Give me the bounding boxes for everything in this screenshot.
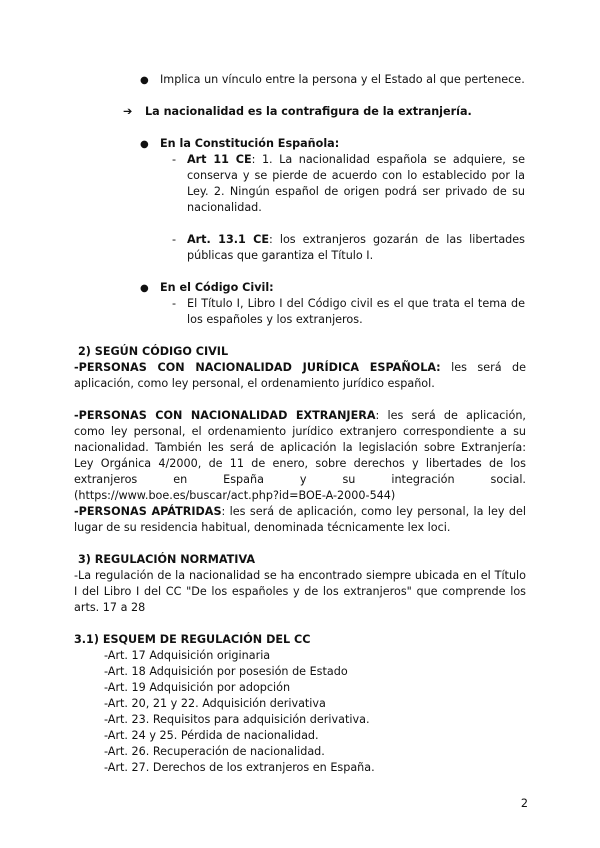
- section3-heading: 3) REGULACIÓN NORMATIVA: [78, 553, 256, 566]
- section31-heading: 3.1) ESQUEM DE REGULACIÓN DEL CC: [74, 633, 311, 646]
- list-item: -Art. 18 Adquisición por posesión de Estado: [104, 665, 348, 678]
- ce-heading: En la Constitución Española:: [160, 137, 340, 150]
- art13-text: : los extranjeros gozarán de las libertades públicas que garantiza el Título I.: [187, 233, 525, 262]
- section3-text: -La regulación de la nacionalidad se ha encontrado siempre ubicada en el Título I del Libro I del CC "De los españoles y de los extranjeros" que comprende los arts. 17 a 28: [74, 569, 526, 614]
- section2-p1: [74, 360, 526, 392]
- bullet-dot: ●: [140, 283, 149, 294]
- section2-heading: 2) SEGÚN CÓDIGO CIVIL: [78, 345, 229, 358]
- list-item: -Art. 20, 21 y 22. Adquisición derivativa: [104, 697, 326, 710]
- art13-paragraph: [187, 232, 525, 264]
- list-item: -Art. 17 Adquisición originaria: [104, 649, 271, 662]
- p1-label: -PERSONAS CON NACIONALIDAD JURÍDICA ESPAÑOLA:: [74, 361, 441, 374]
- p2-label: -PERSONAS CON NACIONALIDAD EXTRANJERA: [74, 409, 376, 422]
- list-item: -Art. 23. Requisitos para adquisición derivativa.: [104, 713, 370, 726]
- page-number: 2: [520, 797, 528, 810]
- list-item: -Art. 26. Recuperación de nacionalidad.: [104, 745, 325, 758]
- section2-p2: [74, 408, 526, 504]
- bullet-dot: ●: [140, 75, 149, 86]
- art11-label: Art 11 CE: [187, 153, 252, 166]
- dash-marker: -: [172, 153, 177, 166]
- art11-paragraph: [187, 152, 525, 216]
- cc-text: El Título I, Libro I del Código civil es el que trata el tema de los españoles y los extranjeros.: [187, 297, 525, 326]
- p3-label: -PERSONAS APÁTRIDAS: [74, 505, 222, 518]
- list-item: -Art. 24 y 25. Pérdida de nacionalidad.: [104, 729, 319, 742]
- section2-p3: [74, 504, 526, 536]
- dash-marker: -: [172, 297, 177, 310]
- p1-text: les será de aplicación, como ley personal, el ordenamiento jurídico español.: [74, 361, 527, 390]
- art11-text: : 1. La nacionalidad española se adquiere, se conserva y se pierde de acuerdo con lo establecido por la Ley. 2. Ningún español de origen podrá ser privado de su nacionalidad.: [187, 153, 525, 214]
- p3-text: : les será de aplicación, como ley personal, la ley del lugar de su residencia habitual, denominada técnicamente lex loci.: [74, 505, 527, 534]
- p2-text: : les será de aplicación, como ley personal, el ordenamiento jurídico extranjero correspondiente a su nacionalidad. También les será de aplicación la legislación sobre Extranjería: Ley Orgánica 4/2000, de 11 de enero, sobre derechos y libertades de los extranjeros en España y su integración social. (https://www.boe.es/buscar/act.php?id=BOE-A-2000-544): [74, 409, 526, 502]
- bullet-dot: ●: [140, 139, 149, 150]
- art13-label: Art. 13.1 CE: [187, 233, 270, 246]
- arrow-statement: La nacionalidad es la contrafigura de la extranjería.: [145, 105, 472, 118]
- section31-list: [104, 648, 524, 776]
- bullet-vinculo-text: Implica un vínculo entre la persona y el Estado al que pertenece.: [160, 73, 525, 86]
- dash-marker: -: [172, 233, 177, 246]
- cc-heading: En el Código Civil:: [160, 281, 274, 294]
- list-item: -Art. 19 Adquisición por adopción: [104, 681, 291, 694]
- list-item: -Art. 27. Derechos de los extranjeros en España.: [104, 761, 375, 774]
- arrow-icon: ➔: [123, 105, 133, 118]
